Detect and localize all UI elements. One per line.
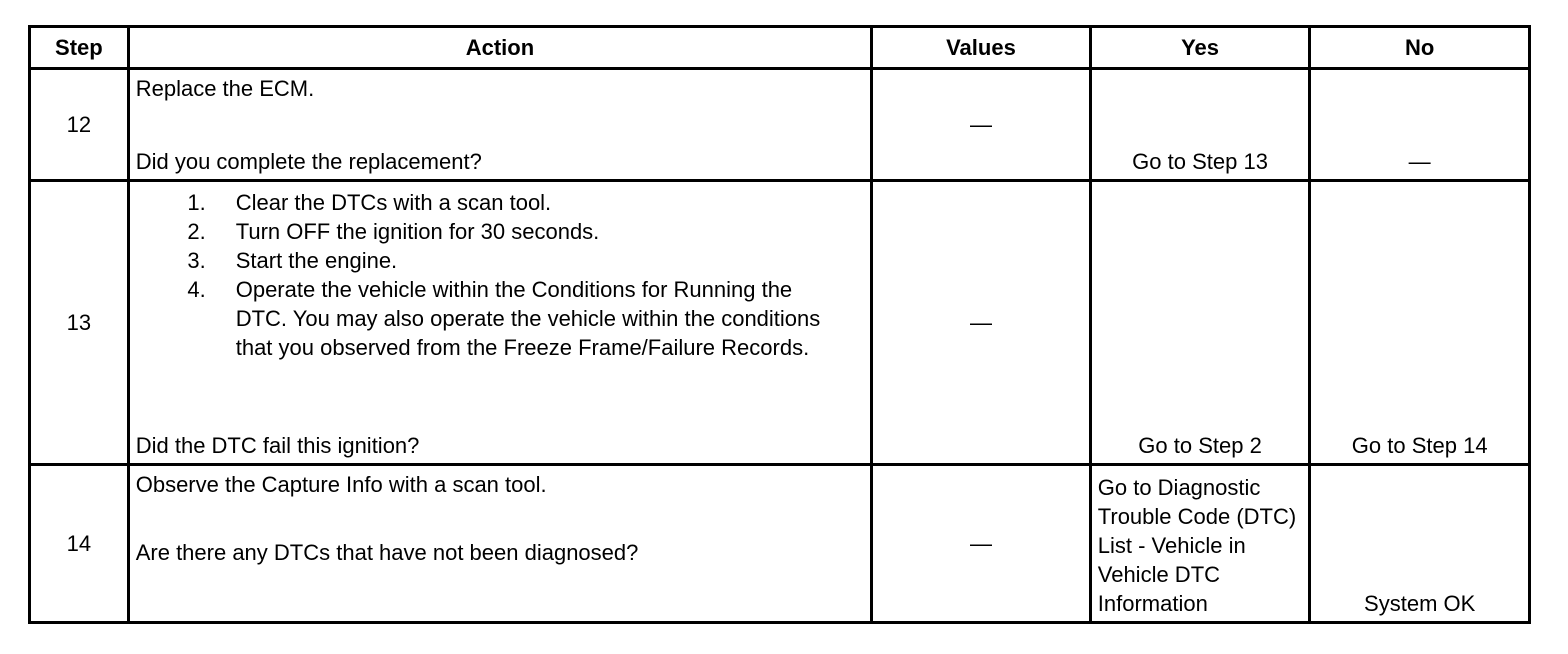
yes-cell [1090,69,1310,181]
action-question: Are there any DTCs that have not been diagnosed? [135,540,639,565]
substep-number: 4. [187,277,206,302]
values-cell: — [872,181,1091,465]
table-row-12 [30,69,1530,181]
step-number: 14 [30,465,129,623]
no-cell [1310,181,1530,465]
action-text: Replace the ECM. [135,76,315,101]
list-item [136,275,864,362]
substep-text: Start the engine. [235,248,398,273]
substep-number: 2. [187,219,206,244]
action-question: Did you complete the replacement? [135,149,482,174]
header-values: Values [872,27,1091,69]
header-yes: Yes [1090,27,1310,69]
no-text: — [1408,149,1431,174]
values-cell: — [872,465,1091,623]
substep-text: Operate the vehicle within the Conditions for Running the DTC. You may also operate the vehicle within the conditions that you observed from the Freeze Frame/Failure Records. [235,277,821,360]
yes-text: Go to Step 13 [1132,149,1268,174]
action-question: Did the DTC fail this ignition? [135,433,420,458]
values-cell: — [872,69,1091,181]
substep-text: Clear the DTCs with a scan tool. [235,190,552,215]
substep-list [136,188,864,362]
action-cell [128,465,871,623]
no-cell [1310,69,1530,181]
header-no: No [1310,27,1530,69]
action-cell [128,181,871,465]
step-number: 13 [30,181,129,465]
list-item [136,217,864,246]
yes-text: Go to Step 2 [1138,433,1262,458]
yes-text: Go to Diagnostic Trouble Code (DTC) List - Vehicle in Vehicle DTC Information [1097,475,1297,616]
list-item [136,188,864,217]
table-row-14 [30,465,1530,623]
step-number: 12 [30,69,129,181]
header-action: Action [128,27,871,69]
substep-number: 3. [187,248,206,273]
yes-cell [1090,181,1310,465]
header-row [30,27,1530,69]
diagnostic-table [28,25,1531,624]
action-text: Observe the Capture Info with a scan tool. [135,472,547,497]
table-row-13 [30,181,1530,465]
substep-number: 1. [187,190,206,215]
no-cell [1310,465,1530,623]
no-text: Go to Step 14 [1351,433,1488,458]
list-item [136,246,864,275]
no-text: System OK [1364,591,1476,616]
substep-text: Turn OFF the ignition for 30 seconds. [235,219,600,244]
action-cell [128,69,871,181]
yes-cell [1090,465,1310,623]
header-step: Step [30,27,129,69]
